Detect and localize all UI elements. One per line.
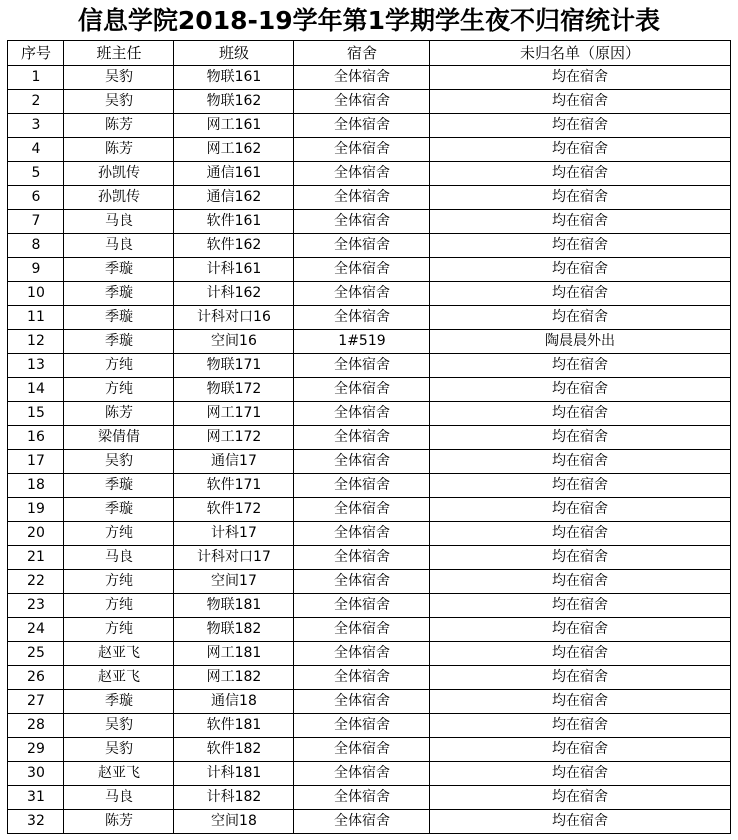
cell-teacher: 方纯 (64, 378, 174, 402)
cell-absent-list: 陶晨晨外出 (430, 330, 730, 354)
column-header-dorm: 宿舍 (294, 41, 430, 66)
cell-teacher: 陈芳 (64, 402, 174, 426)
cell-dorm: 全体宿舍 (294, 426, 430, 450)
cell-class: 物联172 (174, 378, 294, 402)
cell-index: 14 (8, 378, 64, 402)
cell-absent-list: 均在宿舍 (430, 210, 730, 234)
table-row (8, 498, 730, 522)
cell-index: 8 (8, 234, 64, 258)
cell-teacher: 方纯 (64, 594, 174, 618)
cell-absent-list: 均在宿舍 (430, 786, 730, 810)
cell-index: 30 (8, 762, 64, 786)
cell-index: 29 (8, 738, 64, 762)
table-row (8, 810, 730, 834)
page-title: 信息学院2018-19学年第1学期学生夜不归宿统计表 (77, 6, 661, 35)
table-row (8, 546, 730, 570)
cell-class: 空间17 (174, 570, 294, 594)
cell-class: 计科181 (174, 762, 294, 786)
cell-absent-list: 均在宿舍 (430, 714, 730, 738)
cell-teacher: 赵亚飞 (64, 642, 174, 666)
cell-absent-list: 均在宿舍 (430, 90, 730, 114)
dormitory-statistics-table (7, 4, 730, 834)
cell-class: 物联161 (174, 66, 294, 90)
cell-absent-list: 均在宿舍 (430, 114, 730, 138)
cell-absent-list: 均在宿舍 (430, 762, 730, 786)
cell-dorm: 全体宿舍 (294, 282, 430, 306)
cell-index: 6 (8, 186, 64, 210)
cell-absent-list: 均在宿舍 (430, 738, 730, 762)
cell-class: 计科161 (174, 258, 294, 282)
cell-class: 计科对口16 (174, 306, 294, 330)
table-row (8, 762, 730, 786)
cell-dorm: 全体宿舍 (294, 522, 430, 546)
cell-dorm: 全体宿舍 (294, 450, 430, 474)
cell-index: 23 (8, 594, 64, 618)
cell-index: 31 (8, 786, 64, 810)
cell-absent-list: 均在宿舍 (430, 666, 730, 690)
cell-teacher: 赵亚飞 (64, 666, 174, 690)
table-row (8, 162, 730, 186)
document-title-row (8, 4, 730, 41)
cell-index: 17 (8, 450, 64, 474)
table-row (8, 570, 730, 594)
cell-teacher: 方纯 (64, 570, 174, 594)
table-row (8, 666, 730, 690)
table-row (8, 330, 730, 354)
cell-dorm: 全体宿舍 (294, 258, 430, 282)
cell-index: 11 (8, 306, 64, 330)
cell-dorm: 1#519 (294, 330, 430, 354)
column-header-class: 班级 (174, 41, 294, 66)
table-row (8, 210, 730, 234)
table-row (8, 786, 730, 810)
cell-teacher: 陈芳 (64, 810, 174, 834)
cell-index: 7 (8, 210, 64, 234)
cell-teacher: 陈芳 (64, 114, 174, 138)
cell-teacher: 季璇 (64, 474, 174, 498)
table-row (8, 378, 730, 402)
table-row (8, 402, 730, 426)
cell-class: 通信162 (174, 186, 294, 210)
cell-teacher: 孙凯传 (64, 162, 174, 186)
cell-teacher: 梁倩倩 (64, 426, 174, 450)
cell-index: 27 (8, 690, 64, 714)
cell-dorm: 全体宿舍 (294, 642, 430, 666)
cell-class: 网工171 (174, 402, 294, 426)
cell-teacher: 季璇 (64, 306, 174, 330)
cell-index: 26 (8, 666, 64, 690)
cell-absent-list: 均在宿舍 (430, 642, 730, 666)
cell-class: 通信17 (174, 450, 294, 474)
cell-absent-list: 均在宿舍 (430, 162, 730, 186)
column-header-absent-list: 未归名单（原因） (430, 41, 730, 66)
cell-index: 24 (8, 618, 64, 642)
cell-dorm: 全体宿舍 (294, 138, 430, 162)
table-row (8, 594, 730, 618)
table-row (8, 450, 730, 474)
cell-teacher: 吴豹 (64, 450, 174, 474)
cell-dorm: 全体宿舍 (294, 810, 430, 834)
cell-class: 软件162 (174, 234, 294, 258)
cell-teacher: 方纯 (64, 522, 174, 546)
cell-dorm: 全体宿舍 (294, 210, 430, 234)
cell-index: 12 (8, 330, 64, 354)
cell-absent-list: 均在宿舍 (430, 810, 730, 834)
cell-teacher: 季璇 (64, 330, 174, 354)
cell-class: 物联181 (174, 594, 294, 618)
table-row (8, 642, 730, 666)
cell-index: 5 (8, 162, 64, 186)
table-row (8, 306, 730, 330)
table-row (8, 138, 730, 162)
cell-dorm: 全体宿舍 (294, 690, 430, 714)
table-row (8, 186, 730, 210)
cell-index: 28 (8, 714, 64, 738)
cell-index: 9 (8, 258, 64, 282)
cell-dorm: 全体宿舍 (294, 114, 430, 138)
cell-dorm: 全体宿舍 (294, 474, 430, 498)
cell-index: 3 (8, 114, 64, 138)
cell-absent-list: 均在宿舍 (430, 66, 730, 90)
cell-dorm: 全体宿舍 (294, 762, 430, 786)
cell-class: 计科对口17 (174, 546, 294, 570)
cell-teacher: 季璇 (64, 498, 174, 522)
cell-teacher: 季璇 (64, 690, 174, 714)
cell-teacher: 季璇 (64, 258, 174, 282)
cell-absent-list: 均在宿舍 (430, 282, 730, 306)
table-row (8, 354, 730, 378)
cell-class: 网工182 (174, 666, 294, 690)
cell-class: 网工181 (174, 642, 294, 666)
column-header-teacher: 班主任 (64, 41, 174, 66)
cell-teacher: 马良 (64, 210, 174, 234)
table-row (8, 282, 730, 306)
cell-class: 空间16 (174, 330, 294, 354)
cell-teacher: 吴豹 (64, 738, 174, 762)
cell-index: 15 (8, 402, 64, 426)
cell-index: 19 (8, 498, 64, 522)
cell-index: 10 (8, 282, 64, 306)
cell-absent-list: 均在宿舍 (430, 138, 730, 162)
cell-dorm: 全体宿舍 (294, 714, 430, 738)
cell-class: 空间18 (174, 810, 294, 834)
cell-index: 32 (8, 810, 64, 834)
cell-dorm: 全体宿舍 (294, 546, 430, 570)
cell-index: 18 (8, 474, 64, 498)
table-row (8, 234, 730, 258)
cell-teacher: 方纯 (64, 618, 174, 642)
table-row (8, 714, 730, 738)
cell-index: 22 (8, 570, 64, 594)
cell-absent-list: 均在宿舍 (430, 546, 730, 570)
cell-index: 21 (8, 546, 64, 570)
cell-class: 物联171 (174, 354, 294, 378)
cell-absent-list: 均在宿舍 (430, 186, 730, 210)
cell-dorm: 全体宿舍 (294, 570, 430, 594)
cell-teacher: 马良 (64, 786, 174, 810)
cell-absent-list: 均在宿舍 (430, 426, 730, 450)
cell-class: 通信18 (174, 690, 294, 714)
cell-dorm: 全体宿舍 (294, 306, 430, 330)
cell-class: 网工162 (174, 138, 294, 162)
cell-dorm: 全体宿舍 (294, 90, 430, 114)
cell-index: 4 (8, 138, 64, 162)
cell-absent-list: 均在宿舍 (430, 690, 730, 714)
cell-class: 网工172 (174, 426, 294, 450)
cell-absent-list: 均在宿舍 (430, 474, 730, 498)
cell-dorm: 全体宿舍 (294, 666, 430, 690)
cell-teacher: 陈芳 (64, 138, 174, 162)
cell-class: 计科182 (174, 786, 294, 810)
cell-dorm: 全体宿舍 (294, 378, 430, 402)
table-row (8, 66, 730, 90)
cell-index: 1 (8, 66, 64, 90)
table-header-row (8, 41, 730, 66)
cell-class: 软件171 (174, 474, 294, 498)
cell-dorm: 全体宿舍 (294, 738, 430, 762)
cell-teacher: 吴豹 (64, 714, 174, 738)
cell-absent-list: 均在宿舍 (430, 522, 730, 546)
cell-teacher: 马良 (64, 234, 174, 258)
cell-dorm: 全体宿舍 (294, 498, 430, 522)
table-row (8, 690, 730, 714)
cell-index: 25 (8, 642, 64, 666)
cell-teacher: 季璇 (64, 282, 174, 306)
cell-index: 16 (8, 426, 64, 450)
cell-absent-list: 均在宿舍 (430, 498, 730, 522)
cell-dorm: 全体宿舍 (294, 786, 430, 810)
cell-class: 物联182 (174, 618, 294, 642)
cell-absent-list: 均在宿舍 (430, 594, 730, 618)
table-row (8, 618, 730, 642)
cell-dorm: 全体宿舍 (294, 186, 430, 210)
cell-class: 软件172 (174, 498, 294, 522)
cell-class: 计科162 (174, 282, 294, 306)
cell-teacher: 赵亚飞 (64, 762, 174, 786)
cell-teacher: 吴豹 (64, 90, 174, 114)
cell-class: 软件182 (174, 738, 294, 762)
table-row (8, 474, 730, 498)
cell-dorm: 全体宿舍 (294, 162, 430, 186)
table-row (8, 90, 730, 114)
cell-dorm: 全体宿舍 (294, 594, 430, 618)
cell-class: 软件181 (174, 714, 294, 738)
cell-absent-list: 均在宿舍 (430, 306, 730, 330)
document-sheet (0, 4, 738, 834)
cell-class: 通信161 (174, 162, 294, 186)
cell-absent-list: 均在宿舍 (430, 354, 730, 378)
cell-index: 20 (8, 522, 64, 546)
cell-absent-list: 均在宿舍 (430, 258, 730, 282)
cell-class: 软件161 (174, 210, 294, 234)
cell-teacher: 方纯 (64, 354, 174, 378)
cell-absent-list: 均在宿舍 (430, 378, 730, 402)
cell-absent-list: 均在宿舍 (430, 234, 730, 258)
cell-dorm: 全体宿舍 (294, 234, 430, 258)
cell-dorm: 全体宿舍 (294, 402, 430, 426)
cell-teacher: 马良 (64, 546, 174, 570)
cell-absent-list: 均在宿舍 (430, 402, 730, 426)
cell-dorm: 全体宿舍 (294, 66, 430, 90)
table-row (8, 738, 730, 762)
cell-dorm: 全体宿舍 (294, 354, 430, 378)
cell-absent-list: 均在宿舍 (430, 618, 730, 642)
table-row (8, 114, 730, 138)
cell-teacher: 孙凯传 (64, 186, 174, 210)
cell-class: 网工161 (174, 114, 294, 138)
cell-class: 物联162 (174, 90, 294, 114)
column-header-index: 序号 (8, 41, 64, 66)
cell-absent-list: 均在宿舍 (430, 570, 730, 594)
table-row (8, 258, 730, 282)
cell-index: 13 (8, 354, 64, 378)
table-row (8, 522, 730, 546)
table-row (8, 426, 730, 450)
cell-teacher: 吴豹 (64, 66, 174, 90)
cell-index: 2 (8, 90, 64, 114)
cell-dorm: 全体宿舍 (294, 618, 430, 642)
cell-class: 计科17 (174, 522, 294, 546)
cell-absent-list: 均在宿舍 (430, 450, 730, 474)
